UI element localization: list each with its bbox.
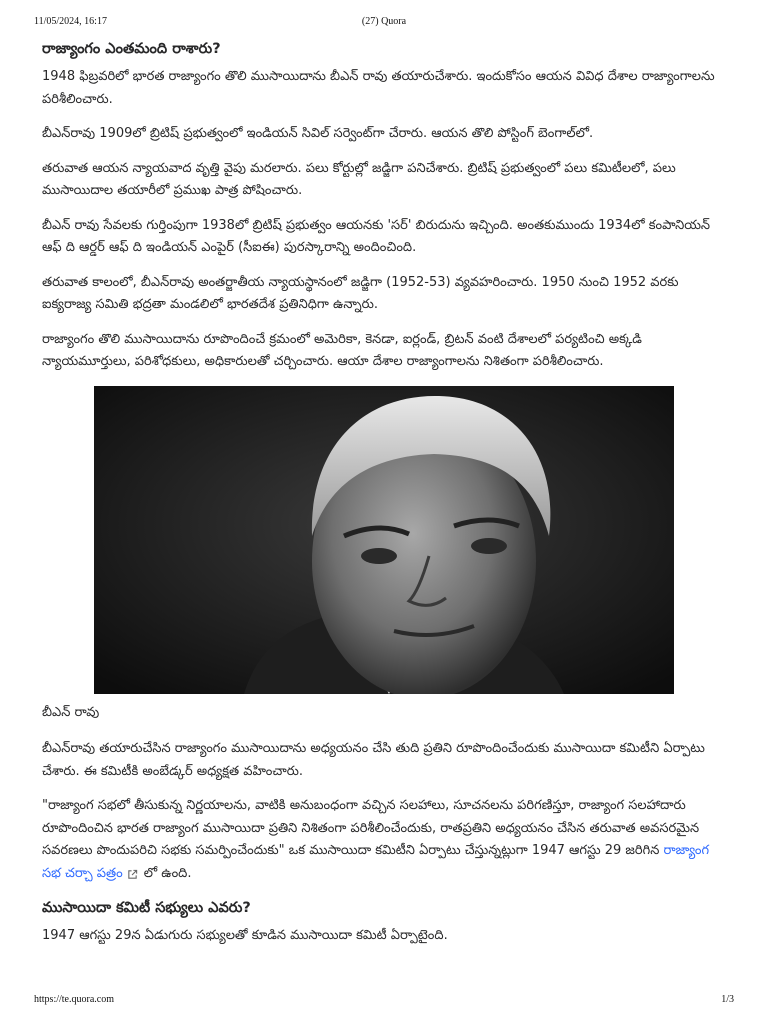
paragraph-text: "రాజ్యాంగ సభలో తీసుకున్న నిర్ణయాలను, వాటికి అనుబంధంగా వచ్చిన సలహాలు, సూచనలను పరిగణిస్తూ, రాజ్యాంగ సలహాదారు రూపొందించిన భారత రాజ్యాంగ ముసాయిదా ప్రతిని నిశితంగా పరిశీలించేందుకు, రాతప్రతిని అధ్యయనం చేసిన తరువాత అవసరమైన సవరణలు పొందుపరిచి సభకు సమర్పించేందుకు" ఒక ముసాయిదా కమిటీని ఏర్పాటు చేస్తున్నట్లుగా 1947 ఆగస్టు 29 జరిగిన bbox=[42, 798, 700, 858]
paragraph: తరువాత ఆయన న్యాయవాద వృత్తి వైపు మరలారు. పలు కోర్టుల్లో జడ్జిగా పనిచేశారు. బ్రిటిష్ ప్రభుత్వంలో పలు కమిటీలలో, పలు ముసాయిదాల తయారీలో ప్రముఖ పాత్ర పోషించారు. bbox=[42, 160, 676, 198]
print-header bbox=[34, 16, 734, 27]
image-caption: బీఎన్ రావు bbox=[42, 704, 100, 720]
page-number: 1/3 bbox=[721, 994, 734, 1005]
assembly-debates-link[interactable]: రాజ్యాంగ సభ చర్చా పత్రం bbox=[42, 843, 710, 881]
section-heading: రాజ్యాంగం ఎంతమంది రాశారు? bbox=[42, 41, 221, 57]
page-url: https://te.quora.com bbox=[34, 994, 114, 1005]
paragraph: తరువాత కాలంలో, బీఎన్‌రావు అంతర్జాతీయ న్యాయస్థానంలో జడ్జిగా (1952-53) వ్యవహరించారు. 1950 నుంచి 1952 వరకు ఐక్యరాజ్య సమితి భద్రతా మండలిలో భారతదేశ ప్రతినిధిగా ఉన్నారు. bbox=[42, 274, 679, 312]
section-heading: ముసాయిదా కమిటీ సభ్యులు ఎవరు? bbox=[42, 900, 251, 916]
print-footer bbox=[34, 994, 734, 1005]
paragraph: బీఎన్‌రావు 1909లో బ్రిటిష్ ప్రభుత్వంలో ఇండియన్ సివిల్ సర్వెంట్‌గా చేరారు. ఆయన తొలి పోస్టింగ్ బెంగాల్‌లో. bbox=[42, 126, 594, 141]
paragraph-text: లో ఉంది. bbox=[143, 865, 192, 881]
answer-content bbox=[42, 38, 730, 960]
paragraph: బీఎన్‌రావు తయారుచేసిన రాజ్యాంగం ముసాయిదాను అధ్యయనం చేసి తుది ప్రతిని రూపొందించేందుకు ముసాయిదా కమిటీని ఏర్పాటు చేశారు. ఈ కమిటీకి అంబేడ్కర్ అధ్యక్షత వహించారు. bbox=[42, 741, 705, 779]
print-datetime: 11/05/2024, 16:17 bbox=[34, 16, 107, 27]
print-title: (27) Quora bbox=[361, 16, 407, 27]
paragraph: 1947 ఆగస్టు 29న ఏడుగురు సభ్యులతో కూడిన ముసాయిదా కమిటీ ఏర్పాటైంది. bbox=[42, 928, 448, 943]
paragraph: రాజ్యాంగం తొలి ముసాయిదాను రూపొందించే క్రమంలో అమెరికా, కెనడా, ఐర్లండ్, బ్రిటన్ వంటి దేశాలలో పర్యటించి అక్కడి న్యాయమూర్తులు, పరిశోధకులు, అధికారులతో చర్చించారు. ఆయా దేశాల రాజ్యాంగాలను నిశితంగా పరిశీలించారు. bbox=[42, 331, 642, 369]
portrait-photo[interactable] bbox=[94, 386, 674, 694]
external-link-icon[interactable] bbox=[127, 869, 138, 880]
paragraph: బీఎన్ రావు సేవలకు గుర్తింపుగా 1938లో బ్రిటిష్ ప్రభుత్వం ఆయనకు 'సర్' బిరుదును ఇచ్చింది. అంతకుముందు 1934లో కంపానియన్ ఆఫ్ ది ఆర్డర్ ఆఫ్ ది ఇండియన్ ఎంపైర్ (సీఐఈ) పురస్కారాన్ని అందించింది. bbox=[42, 217, 711, 255]
paragraph-with-link bbox=[42, 795, 730, 885]
paragraph: 1948 ఫిబ్రవరిలో భారత రాజ్యాంగం తొలి ముసాయిదాను బీఎన్ రావు తయారుచేశారు. ఇందుకోసం ఆయన వివిధ దేశాల రాజ్యాంగాలను పరిశీలించారు. bbox=[42, 69, 715, 107]
